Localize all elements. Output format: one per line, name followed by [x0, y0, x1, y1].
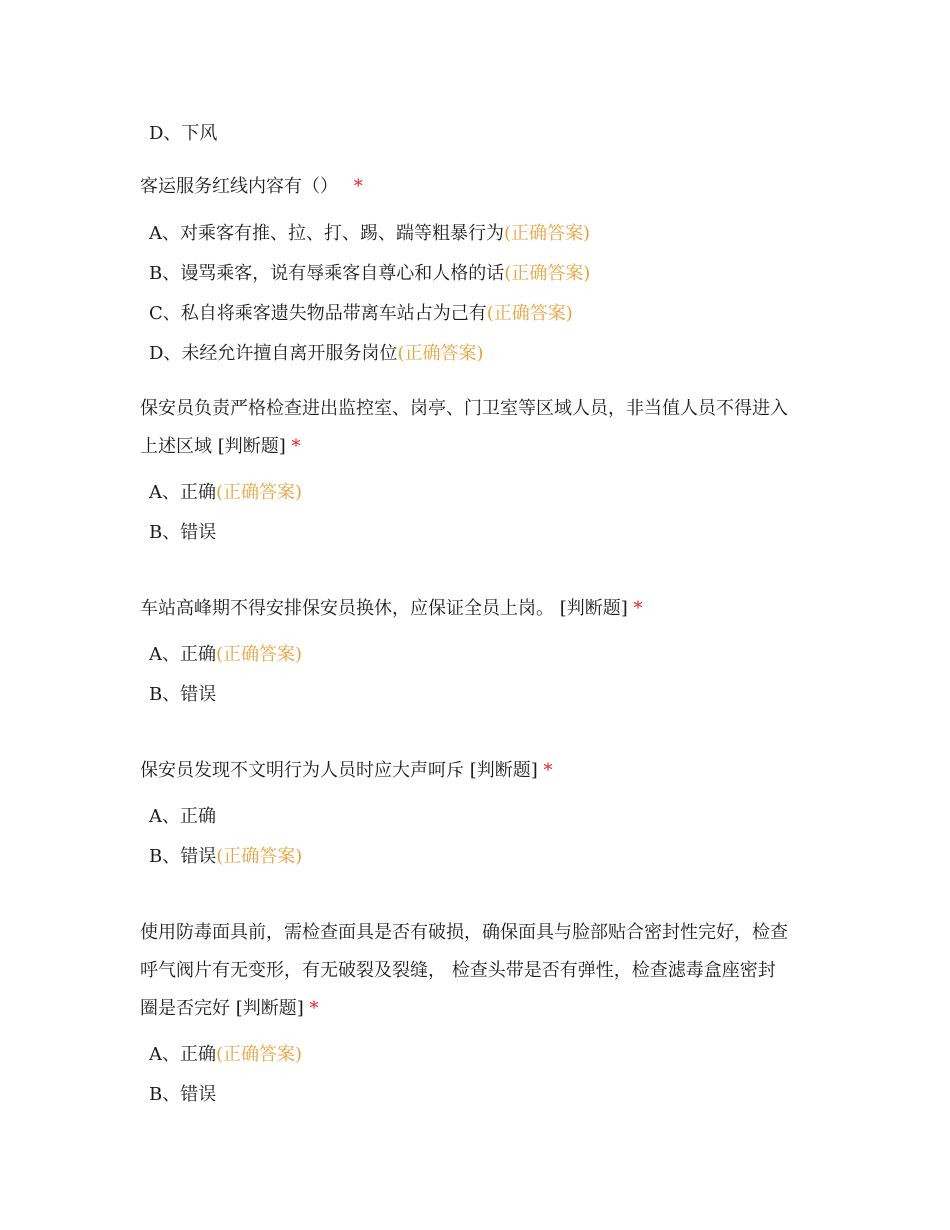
option-text: D、未经允许擅自离开服务岗位	[149, 343, 398, 364]
question-2-title-line-2	[140, 435, 301, 459]
option-text: B、错误	[149, 1084, 217, 1105]
option-q0-d	[149, 122, 217, 146]
question-text: 客运服务红线内容有（）	[140, 176, 338, 197]
question-2-title-line-1	[140, 397, 788, 421]
option-text: A、正确	[149, 644, 216, 665]
question-5-title-line-1	[140, 921, 788, 945]
required-mark: *	[543, 760, 553, 781]
option-q1-a	[149, 222, 590, 246]
option-q4-a	[149, 805, 216, 829]
question-text: 上述区域 [判断题]	[140, 436, 286, 457]
question-text: 保安员发现不文明行为人员时应大声呵斥 [判断题]	[140, 760, 538, 781]
question-5-title-line-2	[140, 959, 776, 983]
required-mark: *	[353, 176, 363, 197]
correct-answer-label: (正确答案)	[216, 644, 303, 665]
option-text: C、私自将乘客遗失物品带离车站占为己有	[149, 303, 487, 324]
option-q4-b	[149, 845, 302, 869]
question-text: 呼气阀片有无变形，有无破裂及裂缝， 检查头带是否有弹性，检查滤毒盒座密封	[140, 960, 776, 981]
question-text: 使用防毒面具前，需检查面具是否有破损，确保面具与脸部贴合密封性完好，检查	[140, 922, 788, 943]
question-text: 圈是否完好 [判断题]	[140, 998, 304, 1019]
option-text: B、错误	[149, 522, 217, 543]
option-text: B、错误	[149, 684, 217, 705]
question-text: 保安员负责严格检查进出监控室、岗亭、门卫室等区域人员，非当值人员不得进入	[140, 398, 788, 419]
option-text: B、错误	[149, 846, 217, 867]
option-q5-a	[149, 1043, 302, 1067]
correct-answer-label: (正确答案)	[486, 303, 573, 324]
option-text: B、谩骂乘客，说有辱乘客自尊心和人格的话	[149, 263, 505, 284]
correct-answer-label: (正确答案)	[216, 1044, 303, 1065]
correct-answer-label: (正确答案)	[216, 846, 303, 867]
option-q1-d	[149, 342, 483, 366]
required-mark: *	[633, 598, 643, 619]
question-4-title	[140, 759, 553, 783]
correct-answer-label: (正确答案)	[397, 343, 484, 364]
option-q3-a	[149, 643, 302, 667]
question-1-title	[140, 175, 363, 199]
option-q1-b	[149, 262, 590, 286]
option-text: D、下风	[149, 123, 218, 144]
correct-answer-label: (正确答案)	[216, 482, 303, 503]
required-mark: *	[309, 998, 319, 1019]
option-q2-b	[149, 521, 216, 545]
option-q3-b	[149, 683, 216, 707]
question-text: 车站高峰期不得安排保安员换休，应保证全员上岗。 [判断题]	[140, 598, 628, 619]
question-5-title-line-3	[140, 997, 319, 1021]
option-text: A、对乘客有推、拉、打、踢、踹等粗暴行为	[149, 223, 504, 244]
question-3-title	[140, 597, 643, 621]
option-q1-c	[149, 302, 573, 326]
option-text: A、正确	[149, 806, 216, 827]
required-mark: *	[291, 436, 301, 457]
option-text: A、正确	[149, 482, 216, 503]
correct-answer-label: (正确答案)	[504, 223, 591, 244]
correct-answer-label: (正确答案)	[504, 263, 591, 284]
option-text: A、正确	[149, 1044, 216, 1065]
option-q5-b	[149, 1083, 216, 1107]
option-q2-a	[149, 481, 302, 505]
